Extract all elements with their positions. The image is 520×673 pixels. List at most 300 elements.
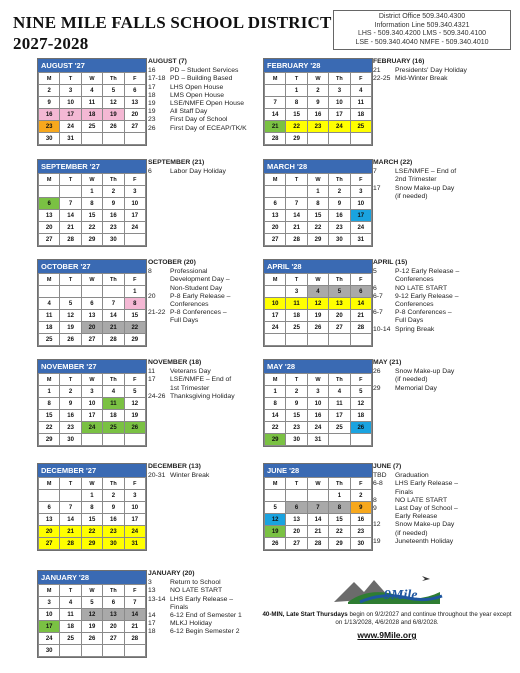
- weekday-header: F: [350, 274, 371, 286]
- day-cell: 18: [60, 621, 81, 633]
- day-cell: 29: [307, 234, 328, 246]
- week-row: [265, 121, 372, 133]
- event-text: 6-12 Begin Semester 2: [170, 628, 240, 636]
- week-row: [265, 502, 372, 514]
- month-calendar: [263, 259, 373, 347]
- event-text: 9-12 Early Release –: [395, 292, 459, 300]
- week-row: [265, 310, 372, 322]
- day-cell: 9: [329, 198, 350, 210]
- day-cell: [265, 286, 286, 298]
- event-text: Veterans Day: [170, 368, 211, 376]
- month-day-count: JUNE (7): [373, 463, 402, 470]
- week-row: [265, 97, 372, 109]
- mountain-logo-icon: [330, 572, 450, 608]
- event-item: [148, 293, 256, 301]
- month-events: [373, 259, 513, 334]
- week-row: [265, 422, 372, 434]
- week-row: [39, 85, 146, 97]
- event-text: LHS Early Release –: [170, 595, 234, 603]
- month-header: MARCH '28: [264, 160, 372, 173]
- day-cell: 30: [39, 645, 60, 657]
- month-events: [148, 259, 256, 326]
- weekday-header: T: [60, 585, 81, 597]
- event-date: 20: [148, 292, 156, 300]
- day-cell: 4: [39, 298, 60, 310]
- day-cell: 18: [81, 109, 102, 121]
- day-cell: 18: [350, 109, 371, 121]
- event-date: 3: [148, 579, 152, 587]
- day-cell: 21: [307, 526, 328, 538]
- day-cell: 26: [350, 422, 371, 434]
- event-date: 19: [373, 537, 381, 545]
- day-cell: 15: [286, 109, 307, 121]
- event-text: Conferences: [395, 276, 434, 284]
- week-row: [39, 621, 146, 633]
- day-cell: 6: [39, 198, 60, 210]
- event-item: [148, 285, 256, 293]
- day-cell: 10: [39, 609, 60, 621]
- day-cell: 27: [81, 334, 102, 346]
- month-events: [373, 58, 513, 84]
- weekday-header: F: [124, 478, 145, 490]
- event-date: 26: [373, 368, 381, 376]
- weekday-header: T: [286, 274, 307, 286]
- event-date: 17-18: [148, 75, 166, 83]
- day-cell: 8: [307, 198, 328, 210]
- weekday-header: W: [81, 478, 102, 490]
- event-date: 6-7: [373, 309, 383, 317]
- weekday-header: T: [286, 73, 307, 85]
- weekday-header: F: [350, 478, 371, 490]
- day-cell: 10: [265, 298, 286, 310]
- month-table: [38, 72, 146, 145]
- event-item: [148, 125, 256, 133]
- month-day-count: APRIL (15): [373, 259, 408, 266]
- day-cell: 4: [60, 597, 81, 609]
- week-row: [39, 334, 146, 346]
- day-cell: 23: [350, 526, 371, 538]
- day-cell: 28: [124, 633, 145, 645]
- week-row: [39, 198, 146, 210]
- day-cell: 11: [39, 310, 60, 322]
- week-row: [39, 310, 146, 322]
- month-header: MAY '28: [264, 360, 372, 373]
- event-text: Thanksgiving Holiday: [170, 392, 235, 400]
- weekday-header: Th: [329, 374, 350, 386]
- day-cell: 29: [81, 234, 102, 246]
- day-cell: 2: [60, 386, 81, 398]
- day-cell: 16: [103, 210, 124, 222]
- event-date: 18: [148, 91, 156, 99]
- day-cell: 26: [81, 633, 102, 645]
- event-item: [148, 168, 256, 176]
- event-item: [148, 596, 256, 604]
- event-text: Spring Break: [395, 325, 435, 333]
- day-cell: 10: [124, 198, 145, 210]
- day-cell: 20: [124, 109, 145, 121]
- day-cell: 19: [60, 322, 81, 334]
- day-cell: 20: [39, 222, 60, 234]
- month-events: [148, 463, 256, 480]
- event-text: LSE/NMFE Open House: [170, 100, 245, 108]
- day-cell: [265, 85, 286, 97]
- day-cell: 6: [39, 502, 60, 514]
- day-cell: 17: [329, 410, 350, 422]
- day-cell: 29: [39, 434, 60, 446]
- day-cell: 20: [103, 621, 124, 633]
- day-cell: 6: [103, 597, 124, 609]
- event-text: PD – Student Services: [170, 67, 239, 75]
- event-date: 14: [148, 612, 156, 620]
- day-cell: [350, 434, 371, 446]
- event-text: P-8 Conferences –: [170, 309, 227, 317]
- event-item: [373, 376, 513, 384]
- day-cell: [81, 645, 102, 657]
- day-cell: 5: [329, 286, 350, 298]
- day-cell: 25: [103, 422, 124, 434]
- month-events: [373, 359, 513, 393]
- contact-line: LSE - 509.340.4040 NMFE - 509.340.4010: [355, 38, 489, 46]
- week-row: [265, 526, 372, 538]
- day-cell: 6: [286, 502, 307, 514]
- day-cell: 3: [329, 85, 350, 97]
- event-item: [373, 75, 513, 83]
- day-cell: [60, 286, 81, 298]
- day-cell: 31: [307, 434, 328, 446]
- weekday-header: Th: [329, 274, 350, 286]
- event-text: P-12 Early Release –: [395, 268, 460, 276]
- event-date: [148, 604, 170, 612]
- event-text: Snow Make-up Day: [395, 521, 455, 529]
- month-day-count: DECEMBER (13): [148, 463, 201, 470]
- day-cell: [265, 334, 286, 346]
- weekday-header: W: [307, 274, 328, 286]
- month-calendar: [263, 359, 373, 447]
- weekday-header: Th: [329, 174, 350, 186]
- event-item: [148, 108, 256, 116]
- day-cell: 29: [265, 434, 286, 446]
- week-row: [39, 645, 146, 657]
- school-year: 2027-2028: [13, 34, 89, 53]
- event-date: 7: [373, 168, 377, 176]
- event-date: [373, 317, 395, 325]
- event-text: LSE/NMFE – End of: [170, 376, 232, 384]
- day-cell: 30: [329, 234, 350, 246]
- month-calendar: [37, 359, 147, 447]
- day-cell: 6: [265, 198, 286, 210]
- event-item: [148, 309, 256, 317]
- day-cell: 16: [307, 109, 328, 121]
- event-item: [373, 521, 513, 529]
- day-cell: 26: [103, 121, 124, 133]
- district-name: NINE MILE FALLS SCHOOL DISTRICT: [13, 13, 332, 32]
- month-header: DECEMBER '27: [38, 464, 146, 477]
- day-cell: 8: [265, 398, 286, 410]
- event-date: 12: [373, 521, 381, 529]
- event-date: [373, 376, 395, 384]
- event-item: [373, 185, 513, 193]
- month-header: APRIL '28: [264, 260, 372, 273]
- month-calendar: [263, 159, 373, 247]
- day-cell: 21: [60, 526, 81, 538]
- day-cell: 26: [124, 422, 145, 434]
- website-link[interactable]: www.9Mile.org: [357, 630, 417, 640]
- event-text: MLKJ Holiday: [170, 620, 212, 628]
- day-cell: 21: [350, 310, 371, 322]
- week-row: [265, 490, 372, 502]
- day-cell: [81, 434, 102, 446]
- day-cell: 18: [103, 410, 124, 422]
- day-cell: 21: [60, 222, 81, 234]
- weekday-header: W: [81, 174, 102, 186]
- week-row: [39, 502, 146, 514]
- event-text: P-8 Early Release –: [170, 292, 231, 300]
- day-cell: 1: [124, 286, 145, 298]
- day-cell: 12: [350, 398, 371, 410]
- day-cell: 16: [39, 109, 60, 121]
- day-cell: 27: [329, 322, 350, 334]
- week-row: [39, 609, 146, 621]
- day-cell: 3: [60, 85, 81, 97]
- event-item: [373, 293, 513, 301]
- month-events: [373, 159, 513, 201]
- event-text: First Day of School: [170, 116, 228, 124]
- week-row: [265, 334, 372, 346]
- district-title: [13, 12, 332, 54]
- event-text: LHS Open House: [170, 83, 224, 91]
- day-cell: 15: [81, 514, 102, 526]
- day-cell: 9: [307, 97, 328, 109]
- weekday-header: Th: [103, 374, 124, 386]
- day-cell: 18: [286, 310, 307, 322]
- week-row: [265, 410, 372, 422]
- day-cell: 17: [329, 109, 350, 121]
- contact-line: Information Line 509.340.4321: [374, 21, 470, 29]
- day-cell: 7: [265, 97, 286, 109]
- month-events: [148, 159, 256, 176]
- day-cell: 28: [265, 133, 286, 145]
- month-day-count: FEBRUARY (16): [373, 58, 425, 65]
- day-cell: 29: [329, 538, 350, 550]
- weekday-header: Th: [103, 478, 124, 490]
- week-row: [39, 398, 146, 410]
- event-item: [148, 276, 256, 284]
- day-cell: 27: [39, 234, 60, 246]
- day-cell: 22: [329, 526, 350, 538]
- day-cell: [39, 286, 60, 298]
- weekday-header: Th: [103, 73, 124, 85]
- day-cell: 1: [81, 186, 102, 198]
- day-cell: 10: [81, 398, 102, 410]
- event-text: Graduation: [395, 472, 429, 480]
- event-item: [148, 385, 256, 393]
- day-cell: 25: [39, 334, 60, 346]
- day-cell: 2: [329, 186, 350, 198]
- day-cell: 24: [124, 222, 145, 234]
- week-row: [39, 234, 146, 246]
- day-cell: 14: [265, 410, 286, 422]
- day-cell: 6: [81, 298, 102, 310]
- day-cell: 12: [265, 514, 286, 526]
- day-cell: 15: [124, 310, 145, 322]
- week-row: [39, 97, 146, 109]
- weekday-header: T: [60, 274, 81, 286]
- month-events: [148, 58, 256, 133]
- event-date: 11: [148, 368, 156, 376]
- event-text: Juneteenth Holiday: [395, 537, 454, 545]
- day-cell: [307, 133, 328, 145]
- day-cell: [329, 133, 350, 145]
- event-text: 1st Trimester: [170, 384, 210, 392]
- day-cell: 1: [265, 386, 286, 398]
- event-item: [373, 301, 513, 309]
- weekday-header: T: [286, 374, 307, 386]
- day-cell: 2: [103, 186, 124, 198]
- day-cell: 7: [60, 198, 81, 210]
- weekday-header: Th: [103, 274, 124, 286]
- day-cell: 3: [307, 386, 328, 398]
- week-row: [39, 121, 146, 133]
- day-cell: 23: [60, 422, 81, 434]
- week-row: [265, 398, 372, 410]
- week-row: [39, 410, 146, 422]
- day-cell: 23: [39, 121, 60, 133]
- day-cell: 2: [103, 490, 124, 502]
- day-cell: 24: [307, 422, 328, 434]
- event-item: [373, 480, 513, 488]
- event-item: [373, 513, 513, 521]
- weekday-header: M: [39, 478, 60, 490]
- event-text: Finals: [395, 488, 414, 496]
- day-cell: 27: [265, 234, 286, 246]
- day-cell: 17: [124, 514, 145, 526]
- day-cell: 7: [124, 597, 145, 609]
- day-cell: 11: [286, 298, 307, 310]
- event-date: [148, 285, 170, 293]
- day-cell: 13: [286, 514, 307, 526]
- event-date: 16: [148, 67, 156, 75]
- month-header: NOVEMBER '27: [38, 360, 146, 373]
- month-header: FEBRUARY '28: [264, 59, 372, 72]
- weekday-header: W: [81, 274, 102, 286]
- day-cell: 14: [60, 210, 81, 222]
- day-cell: 6: [124, 85, 145, 97]
- weekday-header: Th: [329, 73, 350, 85]
- day-cell: [329, 334, 350, 346]
- event-date: 19: [148, 108, 156, 116]
- day-cell: 28: [286, 234, 307, 246]
- day-cell: [286, 490, 307, 502]
- day-cell: [81, 286, 102, 298]
- day-cell: [39, 186, 60, 198]
- logo-text: 9Mile: [384, 588, 418, 603]
- week-row: [39, 210, 146, 222]
- day-cell: 13: [329, 298, 350, 310]
- event-item: [373, 276, 513, 284]
- day-cell: 8: [329, 502, 350, 514]
- day-cell: 7: [60, 502, 81, 514]
- day-cell: 27: [39, 538, 60, 550]
- day-cell: 3: [81, 386, 102, 398]
- day-cell: 3: [39, 597, 60, 609]
- event-text: NO LATE START: [395, 284, 448, 292]
- day-cell: 13: [265, 210, 286, 222]
- weekday-header: F: [124, 73, 145, 85]
- event-date: [148, 317, 170, 325]
- event-item: [373, 168, 513, 176]
- day-cell: 23: [103, 526, 124, 538]
- day-cell: 1: [307, 186, 328, 198]
- day-cell: 9: [350, 502, 371, 514]
- event-item: [148, 84, 256, 92]
- late-start-bold: 40-MIN, Late Start Thursdays: [262, 611, 348, 618]
- weekday-header: W: [307, 374, 328, 386]
- week-row: [39, 133, 146, 145]
- day-cell: 16: [350, 514, 371, 526]
- event-date: 24-26: [148, 392, 166, 400]
- event-text: First Day of ECEAP/TK/K: [170, 124, 247, 132]
- day-cell: 25: [60, 633, 81, 645]
- day-cell: 13: [124, 97, 145, 109]
- day-cell: 8: [81, 502, 102, 514]
- day-cell: 13: [39, 514, 60, 526]
- week-row: [265, 186, 372, 198]
- day-cell: 8: [286, 97, 307, 109]
- day-cell: 7: [103, 298, 124, 310]
- weekday-header: M: [265, 478, 286, 490]
- event-text: Full Days: [395, 317, 424, 325]
- day-cell: 22: [39, 422, 60, 434]
- event-text: Finals: [170, 603, 189, 611]
- day-cell: 22: [81, 526, 102, 538]
- day-cell: 24: [265, 322, 286, 334]
- weekday-header: F: [350, 174, 371, 186]
- event-text: Early Release: [395, 513, 438, 521]
- day-cell: 31: [60, 133, 81, 145]
- day-cell: 19: [265, 526, 286, 538]
- day-cell: 14: [60, 514, 81, 526]
- weekday-header: M: [39, 274, 60, 286]
- event-date: [373, 489, 395, 497]
- day-cell: 24: [329, 121, 350, 133]
- day-cell: 12: [103, 97, 124, 109]
- event-item: [148, 116, 256, 124]
- event-item: [148, 620, 256, 628]
- day-cell: 27: [286, 538, 307, 550]
- week-row: [265, 133, 372, 145]
- week-row: [265, 514, 372, 526]
- week-row: [39, 222, 146, 234]
- week-row: [39, 286, 146, 298]
- event-item: [148, 317, 256, 325]
- day-cell: 23: [307, 121, 328, 133]
- event-date: [373, 513, 395, 521]
- late-start-note: [262, 611, 512, 628]
- month-table: [264, 173, 372, 246]
- day-cell: 29: [81, 538, 102, 550]
- event-date: 9: [373, 505, 377, 513]
- day-cell: 14: [124, 609, 145, 621]
- event-date: 13: [148, 587, 156, 595]
- day-cell: 16: [103, 514, 124, 526]
- week-row: [39, 386, 146, 398]
- day-cell: [307, 490, 328, 502]
- event-text: Conferences: [170, 301, 209, 309]
- day-cell: 10: [60, 97, 81, 109]
- day-cell: [350, 334, 371, 346]
- event-item: [373, 538, 513, 546]
- weekday-header: W: [81, 374, 102, 386]
